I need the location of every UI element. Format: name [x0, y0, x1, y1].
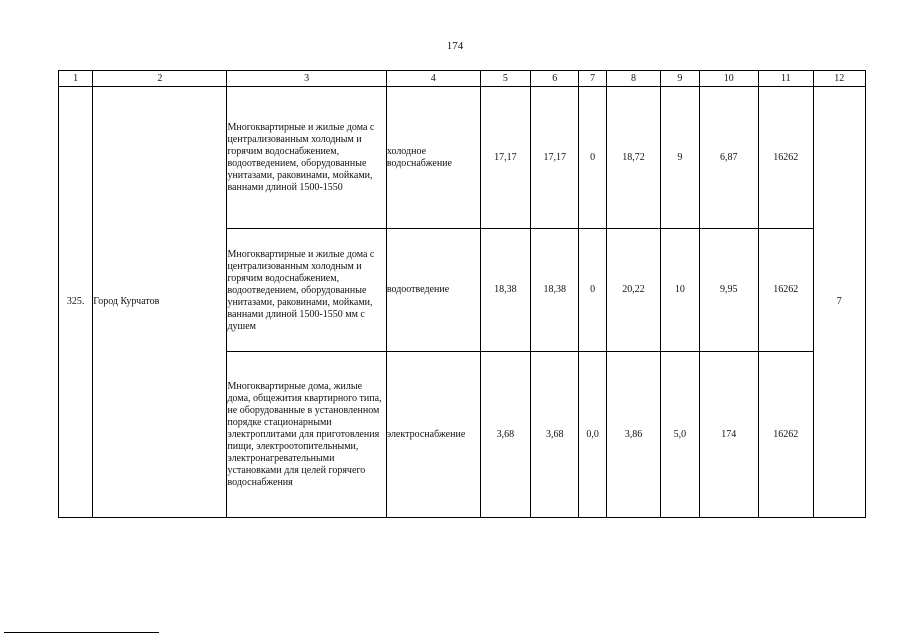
column-header: 9 — [661, 71, 699, 87]
value-cell: 3,86 — [606, 352, 660, 518]
table-header-row — [59, 71, 866, 87]
value-cell: 6,87 — [699, 87, 759, 229]
column-header: 2 — [93, 71, 227, 87]
column-header: 7 — [579, 71, 606, 87]
value-cell: 0 — [579, 87, 606, 229]
page-number: 174 — [446, 40, 464, 52]
service-cell: водоотведение — [386, 229, 480, 352]
value-cell: 16262 — [759, 352, 813, 518]
table-row — [59, 87, 866, 229]
city-cell: Город Курчатов — [93, 87, 227, 518]
value-cell: 9 — [661, 87, 699, 229]
column-header: 10 — [699, 71, 759, 87]
value-cell: 18,72 — [606, 87, 660, 229]
value-cell: 0,0 — [579, 352, 606, 518]
column-header: 3 — [227, 71, 386, 87]
column-header: 11 — [759, 71, 813, 87]
value-cell: 20,22 — [606, 229, 660, 352]
column-header: 4 — [386, 71, 480, 87]
service-cell: электроснабжение — [386, 352, 480, 518]
group-value-cell: 7 — [813, 87, 866, 518]
column-header: 12 — [813, 71, 866, 87]
value-cell: 17,17 — [480, 87, 530, 229]
value-cell: 10 — [661, 229, 699, 352]
value-cell: 3,68 — [531, 352, 579, 518]
value-cell: 17,17 — [531, 87, 579, 229]
column-header: 5 — [480, 71, 530, 87]
value-cell: 0 — [579, 229, 606, 352]
value-cell: 3,68 — [480, 352, 530, 518]
value-cell: 18,38 — [480, 229, 530, 352]
value-cell: 16262 — [759, 229, 813, 352]
description-cell: Многоквартирные и жилые дома с централизованным холодным и горячим водоснабжением, водоотведением, оборудованные унитазами, раковинами, мойками, ваннами длиной 1500-1550 мм с душем — [227, 229, 386, 352]
column-header: 1 — [59, 71, 93, 87]
description-cell: Многоквартирные дома, жилые дома, общежития квартирного типа, не оборудованные в установленном порядке стационарными электроплитами для приготовления пищи, электроотопительными, электронагревательными установками для целей горячего водоснабжения — [227, 352, 386, 518]
footnote-divider — [4, 632, 159, 633]
tariff-table — [58, 70, 866, 518]
value-cell: 9,95 — [699, 229, 759, 352]
value-cell: 5,0 — [661, 352, 699, 518]
value-cell: 18,38 — [531, 229, 579, 352]
value-cell: 16262 — [759, 87, 813, 229]
column-header: 8 — [606, 71, 660, 87]
row-number-cell: 325. — [59, 87, 93, 518]
description-cell: Многоквартирные и жилые дома с централизованным холодным и горячим водоснабжением, водоотведением, оборудованные унитазами, раковинами, мойками, ваннами длиной 1500-1550 — [227, 87, 386, 229]
service-cell: холодное водоснабжение — [386, 87, 480, 229]
column-header: 6 — [531, 71, 579, 87]
value-cell: 174 — [699, 352, 759, 518]
